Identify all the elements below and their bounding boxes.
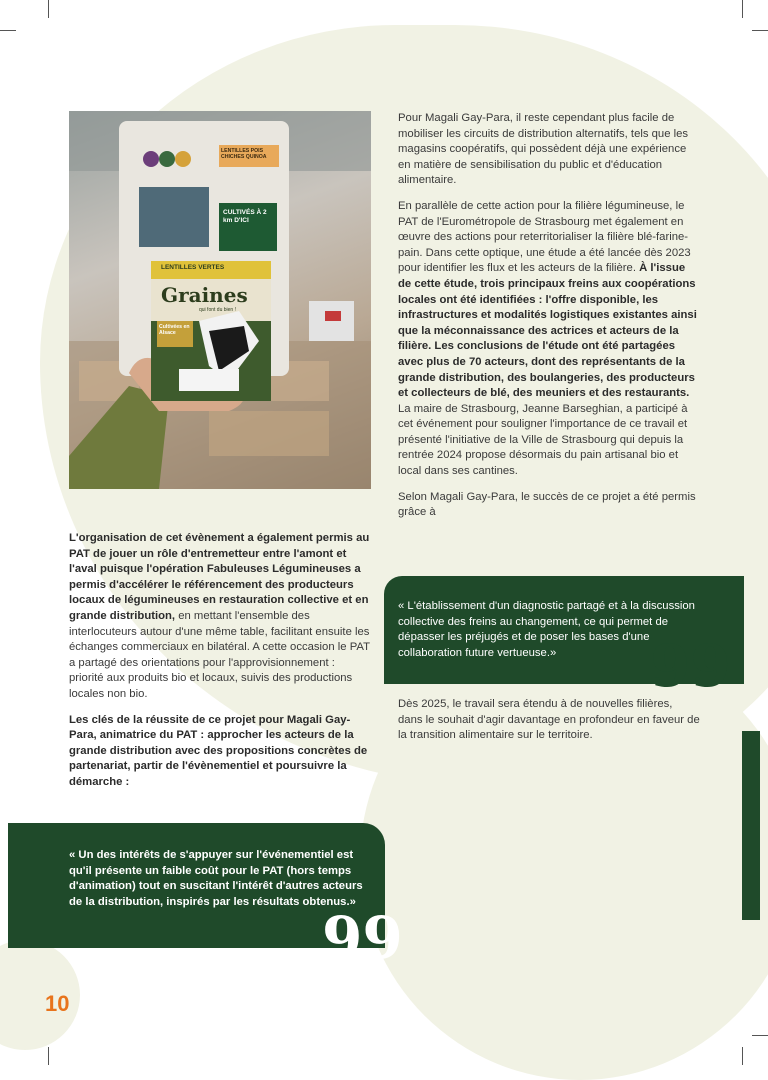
product-photo [69, 111, 371, 489]
box-title: Graines [161, 283, 248, 307]
crop-mark [48, 0, 49, 18]
crop-mark [742, 0, 743, 18]
sign-distance-label: CULTIVÉS À 2 km D'ICI [223, 209, 267, 224]
paragraph-bread-mayor: La maire de Strasbourg, Jeanne Barseghian, a participé à cet événement pour souligner l'importance de ce travail et présenté l'initiative de la Ville de Strasbourg qui depuis la rentrée 2024 propose désormais du pain artisanal bio et local dans ses cantines. [398, 402, 688, 478]
left-column [69, 531, 371, 801]
side-accent-bar [742, 731, 760, 920]
quote-mark-icon: 99 [650, 632, 731, 700]
paragraph-distribution: Pour Magali Gay-Para, il reste cependant plus facile de mobiliser les circuits de distribution alternatifs, tels que les magasins coopératifs, qui possèdent déjà une expérience en matière de sensibilisation du public et d'éducation alimentaire. [398, 112, 689, 187]
paragraph-event-bold: L'organisation de cet évènement a également permis au PAT de jouer un rôle d'entremetteur entre l'amont et l'aval puisque l'opération Fabuleuses Légumineuses a permis d'accélérer le référencement des producteurs locaux de légumineuses en restauration collective et en grande distribution, [69, 532, 370, 622]
right-column [398, 111, 700, 531]
paragraph-keys: Les clés de la réussite de ce projet pour Magali Gay-Para, animatrice du PAT : approcher les acteurs de la grande distribution avec des propositions concrètes de partenariat, partir de l'évènementiel et poursuivre la démarche : [69, 713, 368, 788]
paragraph-event [69, 531, 371, 703]
crop-mark [0, 30, 16, 31]
paragraph-event-rest: en mettant l'ensemble des interlocuteurs autour d'une même table, facilitant ensuite les échanges commerciaux en bilatéral. A cette occasion le PAT a partagé des orientations pour l'approvisionnement : priorité aux produits bio et locaux, suivis des productions locales non bio. [69, 609, 370, 700]
page-number: 10 [45, 991, 70, 1016]
quote-text-right: « L'établissement d'un diagnostic partagé et à la discussion collective des freins au changement, ce qui permet de dépasser les préjugés et de poser les bases d'une collaboration future vertueuse.» [398, 600, 695, 659]
paragraph-bread-intro: En parallèle de cette action pour la filière légumineuse, le PAT de l'Eurométropole de Strasbourg met également en œuvre des actions pour reterritorialiser la filière blé-farine-pain. Dans cette optique, une étude a été lancée dès 2023 pour identifier les flux et les acteurs de la filière. [398, 199, 691, 275]
box-origin-label: Cultivées en Alsace [159, 324, 190, 336]
box-subtitle: qui font du bien ! [199, 307, 236, 313]
paragraph-bread-findings: À l'issue de cette étude, trois principaux freins aux coopérations locales ont été identifiées : l'offre disponible, les infrastructures et modalités logistiques existantes ainsi que la méconnaissance des actrices et acteurs de la filière. Les conclusions de l'étude ont été partagées avec plus de 70 acteurs, dont des représentants de la grande distribution, des boulangeries, des producteurs et collecteurs de blé, des meuniers et des restaurants. [398, 262, 697, 400]
paragraph-2025: Dès 2025, le travail sera étendu à de nouvelles filières, dans le souhait d'agir davantage en profondeur en faveur de la transition alimentaire sur le territoire. [398, 698, 700, 742]
quote-text-left: « Un des intérêts de s'appuyer sur l'événementiel est qu'il présente un faible coût pour le PAT (hors temps d'animation) tout en suscitant l'intérêt d'autres acteurs de la distribution, inspirés par les résultats obtenus.» [69, 849, 363, 908]
paragraph-bread-sector [398, 199, 700, 480]
crop-mark [48, 1047, 49, 1065]
crop-mark [752, 1035, 768, 1036]
quote-mark-icon: 99 [322, 904, 403, 972]
sign-products-label: LENTILLES POIS CHICHES QUINOA [221, 148, 267, 160]
crop-mark [742, 1047, 743, 1065]
paragraph-success: Selon Magali Gay-Para, le succès de ce projet a été permis grâce à [398, 490, 696, 519]
box-tag-label: LENTILLES VERTES [161, 264, 225, 271]
crop-mark [752, 30, 768, 31]
